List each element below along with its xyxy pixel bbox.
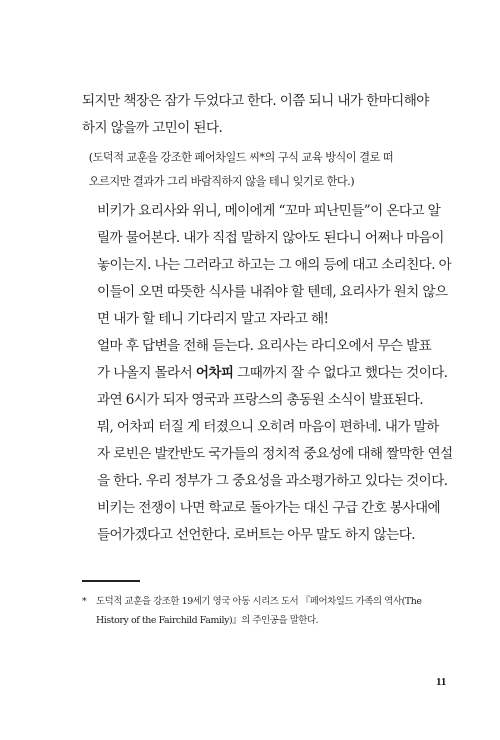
parenthetical-note: [82, 146, 458, 194]
paragraph: [82, 88, 458, 142]
text-line: 놓이는지. 나는 그러라고 하고는 그 애의 등에 대고 소리친다. 아: [96, 257, 452, 273]
paragraph: [82, 414, 458, 549]
footnote-text: 도덕적 교훈을 강조한 19세기 영국 아동 시리즈 도서 『페어차일드 가족의 역사(The: [96, 596, 422, 607]
text-line: (도덕적 교훈을 강조한 페어차일드 씨*의 구식 교육 방식이 결로 떠: [88, 151, 394, 164]
paragraph: [82, 198, 458, 333]
text-segment: 가 나올지 몰라서: [96, 365, 196, 381]
text-line: 이들이 오면 따뜻한 식사를 내줘야 할 텐데, 요리사가 원치 않으: [96, 284, 448, 300]
text-line: 오르지만 결과가 그리 바람직하지 않을 테니 잊기로 한다.): [88, 175, 355, 188]
text-line: 을 한다. 우리 정부가 그 중요성을 과소평가하고 있다는 것이다.: [96, 473, 448, 489]
text-line: 자 로빈은 발칸반도 국가들의 정치적 중요성에 대해 짤막한 연설: [96, 446, 453, 462]
text-line: 릴까 물어본다. 내가 직접 말하지 않아도 된다니 어쩌나 마음이: [96, 230, 444, 246]
footnote: [82, 592, 462, 630]
body-text: [82, 88, 458, 549]
text-segment: 그때까지 잘 수 없다고 했다는 것이다.: [233, 365, 448, 381]
page-number: 11: [436, 676, 447, 688]
text-line: 면 내가 할 테니 기다리지 말고 자라고 해!: [96, 311, 329, 327]
text-line: 되지만 책장은 잠가 두었다고 한다. 이쯤 되니 내가 한마디해야: [82, 93, 429, 109]
paragraph: [82, 333, 458, 387]
footnote-divider: [82, 580, 140, 582]
text-line: 하지 않을까 고민이 된다.: [82, 120, 223, 136]
footnote-line: History of the Fairchild Family)』의 주인공을 말한다.: [96, 615, 319, 626]
text-line: 비키가 요리사와 위니, 메이에게 “꼬마 피난민들”이 온다고 알: [96, 203, 441, 219]
text-line: 뭐, 어차피 터질 게 터졌으니 오히려 마음이 편하네. 내가 말하: [96, 419, 439, 435]
paragraph: [82, 387, 458, 414]
footnote-mark: *: [82, 596, 87, 607]
text-line: [82, 360, 458, 387]
text-line: 비키는 전쟁이 나면 학교로 돌아가는 대신 구급 간호 봉사대에: [96, 500, 441, 516]
footnote-line: [82, 592, 462, 611]
text-line: 과연 6시가 되자 영국과 프랑스의 총동원 소식이 발표된다.: [96, 392, 423, 408]
text-line: 얼마 후 답변을 전해 듣는다. 요리사는 라디오에서 무슨 발표: [96, 338, 432, 354]
emphasis-text: 어차피: [195, 365, 234, 381]
text-line: 들어가겠다고 선언한다. 로버트는 아무 말도 하지 않는다.: [96, 527, 415, 543]
